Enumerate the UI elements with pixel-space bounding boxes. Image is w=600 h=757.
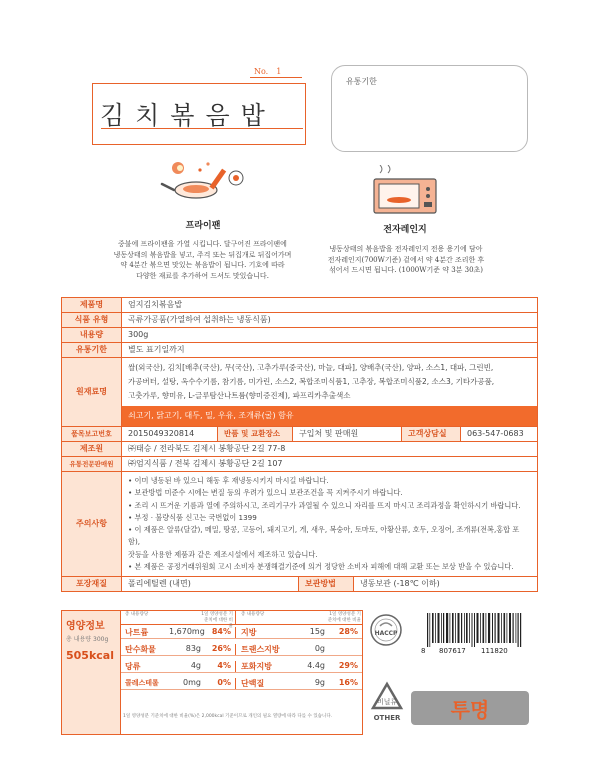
pan-line-4: 다양한 재료를 추가하여 드셔도 맛있습니다. <box>136 271 269 280</box>
expiry-date-label: 유통기한 <box>346 77 377 86</box>
caution-item: • 조리 시 뜨거운 기름과 열에 주의하시고, 조리기구가 과열될 수 있으니 자리를 뜨지 마시고 조리과정을 확인하시기 바랍니다. <box>128 500 521 510</box>
nutrition-row <box>121 627 362 639</box>
ingredients-block <box>122 358 537 426</box>
nutrient-name: 나트륨 <box>125 628 149 637</box>
expiry-header: 유통기한 <box>62 343 122 357</box>
customer-center-phone: 063-547-0683 <box>467 429 524 438</box>
nutrient-percent: 28% <box>338 627 358 636</box>
nutrition-col-percent: 1일 영양성분 기준치에 대한 비율 <box>201 612 233 629</box>
barcode <box>419 613 529 655</box>
nutrient-name: 탄수화물 <box>125 645 156 654</box>
nutrition-header-row <box>121 611 362 629</box>
recycle-category-label: 비닐류 <box>376 698 398 706</box>
frying-pan-icon <box>158 158 248 206</box>
pan-line-3: 약 4분간 볶으면 맛있는 볶음밥이 됩니다. 기호에 따라 <box>120 261 285 269</box>
row-report-number <box>62 427 537 442</box>
nutrient-percent <box>325 644 361 655</box>
microwave-line-3: 섞어서 드시면 됩니다. (1000W기준 약 3분 30초) <box>328 266 484 274</box>
caution-item: • 부정 · 불량식품 신고는 국번없이 1399 <box>128 512 257 522</box>
pan-line-1: 중불에 프라이팬을 가열 시킵니다. 달구어진 프라이팬에 <box>118 240 287 248</box>
caution-item: • 본 제품은 공정거래위원회 고시 소비자 분쟁해결기준에 의거 정당한 소비자 피해에 대해 교환 또는 보상 받을 수 있습니다. <box>128 562 514 572</box>
nutrient-percent: 4% <box>217 661 231 670</box>
weight-header: 내용량 <box>62 328 122 342</box>
customer-center-header: 고객상담실 <box>401 427 461 441</box>
microwave-method-instructions <box>302 244 510 276</box>
caution-item: • 이 제품은 알류(달걀), 메밀, 땅콩, 고등어, 돼지고기, 게, 새우, 복숭아, 토마토, 아황산류, 호두, 오징어, 조개류(전복,홍합 포함), <box>128 525 520 547</box>
nutrition-row <box>121 678 362 690</box>
food-type-value: 곡류가공품(가열하여 섭취하는 냉동식품) <box>128 315 271 324</box>
recycle-mark-label: OTHER <box>373 714 401 722</box>
nutrient-percent: 29% <box>338 661 358 670</box>
row-packaging <box>62 577 537 591</box>
nutrition-table <box>120 610 363 735</box>
title-underline <box>101 128 303 129</box>
ingredients-header: 원재료명 <box>62 358 122 426</box>
distributor-value: ㈜엄지식품 / 전북 김제시 봉황공단 2길 107 <box>128 459 283 468</box>
weight-value: 300g <box>128 330 149 339</box>
haccp-label: HACCP <box>374 630 398 637</box>
food-type-header: 식품 유형 <box>62 313 122 327</box>
nutrient-percent: 26% <box>211 644 231 653</box>
storage-value: 냉동보관 (-18℃ 이하) <box>360 579 440 589</box>
row-distributor <box>62 457 537 472</box>
storage-header: 보관방법 <box>298 577 354 591</box>
nutrient-percent: 0% <box>217 678 231 687</box>
distributor-header: 유통전문판매원 <box>62 457 122 471</box>
serial-underline <box>250 77 302 78</box>
serial-number: No. 1 <box>254 67 282 76</box>
nutrition-kcal: 505kcal <box>66 649 114 662</box>
manufacturer-value: ㈜태승 / 전라북도 김제시 봉황공단 2길 77-8 <box>128 444 286 453</box>
nutrient-amount: 0g <box>314 644 325 653</box>
report-number-header: 품목보고번호 <box>62 427 122 441</box>
nutrient-amount: 83g <box>185 644 201 653</box>
packaging-value: 폴리에틸렌 (내면) <box>128 579 191 589</box>
nutrient-amount: 1,670mg <box>169 627 205 636</box>
packaging-header: 포장재질 <box>62 577 122 591</box>
nutrition-col-amount-right: 총 내용량당 <box>235 611 325 624</box>
caution-item: 잣등을 사용한 제품과 같은 제조시설에서 제조하고 있습니다. <box>128 549 318 559</box>
product-info-table <box>61 297 538 592</box>
microwave-icon <box>366 165 444 217</box>
caution-list <box>122 472 537 576</box>
row-food-type <box>62 313 537 328</box>
nutrient-amount: 0mg <box>183 678 201 687</box>
nutrient-name: 트랜스지방 <box>235 644 285 655</box>
row-ingredients <box>62 358 537 427</box>
nutrient-name: 지방 <box>235 627 285 638</box>
barcode-digits-left: 807617 <box>439 647 466 655</box>
haccp-badge-icon <box>369 613 403 647</box>
nutrient-percent: 16% <box>338 678 358 687</box>
microwave-line-1: 냉동상태의 볶음밥을 전자레인지 전용 용기에 담아 <box>329 245 483 253</box>
product-title: 김치볶음밥 <box>100 101 276 130</box>
nutrition-col-amount: 총 내용량당 <box>125 612 149 617</box>
row-expiry <box>62 343 537 358</box>
nutrition-col-percent-right: 1일 영양성분 기준치에 대한 비율 <box>327 612 361 623</box>
nutrient-amount: 4g <box>190 661 201 670</box>
nutrition-footnote: 1일 영양성분 기준치에 대한 비율(%)은 2,000kcal 기준이므로 개인의 필요 열량에 따라 다를 수 있습니다. <box>123 714 333 719</box>
ingredients-line-1: 쌀(외국산), 김치[배추(국산), 무(국산), 고추가루(중국산), 마늘, 대파], 양배추(국산), 양파, 소스1, 대파, 그린빈, <box>128 363 494 372</box>
allergen-notice: 쇠고기, 닭고기, 대두, 밀, 우유, 조개류(굴) 함유 <box>122 406 537 426</box>
return-place-value: 구입처 및 판매원 <box>299 429 359 438</box>
expiry-value: 별도 표기일까지 <box>128 345 185 354</box>
ingredients-line-2: 가공버터, 설탕, 옥수수기름, 참기름, 미가린, 소스2, 복합조미식품1, 고추장, 복합조미식품2, 소스3, 기타가공품, <box>128 377 495 386</box>
nutrient-amount: 4.4g <box>307 661 325 670</box>
ingredients-line-3: 고춧가루, 향미유, L-글루탐산나트륨(향미증진제), 파프리카추출색소 <box>128 391 351 400</box>
row-product-name <box>62 298 537 313</box>
nutrient-name: 당류 <box>125 662 141 671</box>
row-caution <box>62 472 537 577</box>
nutrition-serving: 총 내용량 300g <box>66 636 109 643</box>
nutrient-amount: 9g <box>314 678 325 687</box>
product-name-value: 엄지김치볶음밥 <box>128 300 183 309</box>
recycle-icon <box>368 680 406 724</box>
nutrient-name: 콜레스테롤 <box>125 679 159 687</box>
barcode-digit-lead: 8 <box>421 647 426 655</box>
report-number-value: 2015049320814 <box>128 429 195 438</box>
nutrition-row <box>121 661 362 673</box>
ingredients-value <box>122 358 537 406</box>
barcode-digits-right: 111820 <box>481 647 508 655</box>
return-place-header: 반품 및 교환장소 <box>217 427 293 441</box>
microwave-line-2: 전자레인지(700W기준) 겉에서 약 4분간 조리한 후 <box>327 255 485 264</box>
nutrition-summary <box>61 610 121 735</box>
nutrient-percent: 84% <box>211 627 231 636</box>
nutrient-amount: 15g <box>309 627 325 636</box>
nutrient-name: 포화지방 <box>235 661 285 672</box>
caution-header: 주의사항 <box>62 472 122 576</box>
manufacturer-header: 제조원 <box>62 442 122 456</box>
microwave-method-title: 전자레인지 <box>383 225 427 235</box>
product-name-header: 제품명 <box>62 298 122 312</box>
pan-method-title: 프라이팬 <box>185 221 221 231</box>
row-manufacturer <box>62 442 537 457</box>
nutrient-name: 단백질 <box>235 678 285 689</box>
caution-item: • 보관방법 미준수 시에는 변질 등의 우려가 있으니 보관조건을 꼭 지켜주시기 바랍니다. <box>128 488 403 498</box>
row-weight <box>62 328 537 343</box>
transparent-label-badge: 투명 <box>411 691 529 725</box>
pan-line-2: 냉동상태의 볶음밥을 넣고, 주걱 또는 뒤집개로 뒤집어가며 <box>113 250 292 259</box>
nutrition-row <box>121 644 362 656</box>
caution-item: • 이미 냉동된 바 있으니 해동 후 재냉동시키지 마시길 바랍니다. <box>128 476 329 485</box>
nutrition-title: 영양정보 <box>66 621 105 632</box>
